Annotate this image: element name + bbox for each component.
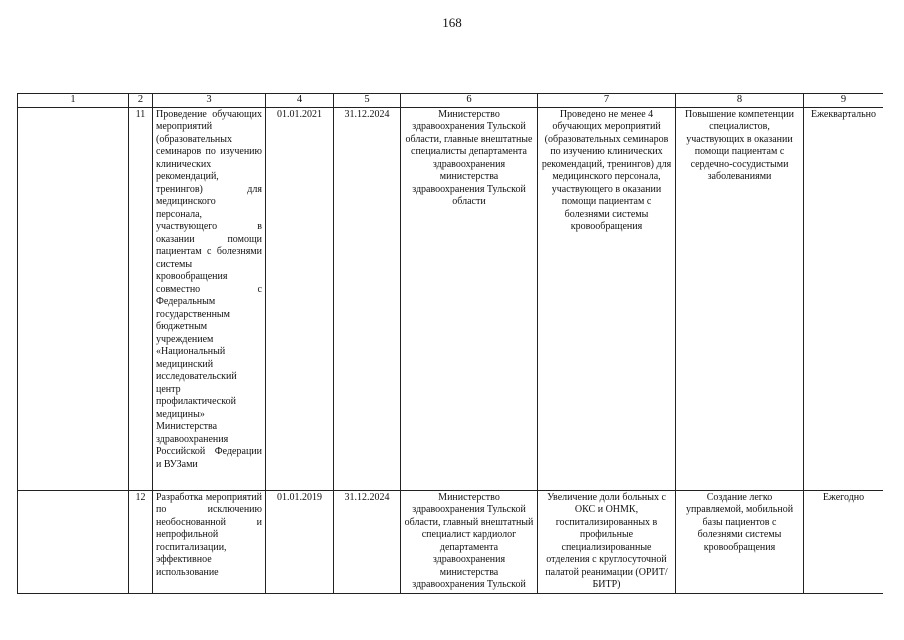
- start-date-cell: 01.01.2021: [266, 107, 334, 490]
- row-number-cell: 12: [129, 490, 153, 593]
- start-date-cell: 01.01.2019: [266, 490, 334, 593]
- frequency-cell: Ежегодно: [804, 490, 884, 593]
- table-row: [18, 490, 884, 593]
- frequency-cell: Ежеквартально: [804, 107, 884, 490]
- row-section-cell: [18, 107, 129, 490]
- responsible-cell: Министерство здравоохранения Тульской области, главные внештатные специалисты департамента здравоохранения министерства здравоохранения Тульской области: [401, 107, 538, 490]
- end-date-cell: 31.12.2024: [334, 107, 401, 490]
- plan-table: [17, 93, 883, 594]
- end-date-cell: 31.12.2024: [334, 490, 401, 593]
- header-cell: 5: [334, 94, 401, 108]
- row-number-cell: 11: [129, 107, 153, 490]
- page-number: 168: [442, 15, 462, 30]
- header-cell: 4: [266, 94, 334, 108]
- table-header-row: [18, 94, 884, 108]
- effect-cell: Повышение компетенции специалистов, участвующих в оказании помощи пациентам с сердечно-сосудистыми заболеваниями: [676, 107, 804, 490]
- header-cell: 8: [676, 94, 804, 108]
- header-cell: 9: [804, 94, 884, 108]
- row-section-cell: [18, 490, 129, 593]
- header-cell: 2: [129, 94, 153, 108]
- effect-cell: Создание легко управляемой, мобильной базы пациентов с болезнями системы кровообращения: [676, 490, 804, 593]
- plan-table-container: [17, 93, 883, 640]
- event-cell: Разработка мероприятий по исключению необоснованной и непрофильной госпитализации, эффективное использование: [153, 490, 266, 593]
- header-cell: 1: [18, 94, 129, 108]
- header-cell: 6: [401, 94, 538, 108]
- responsible-cell: Министерство здравоохранения Тульской области, главный внештатный специалист кардиолог департамента здравоохранения министерства здравоохранения Тульской: [401, 490, 538, 593]
- result-cell: Увеличение доли больных с ОКС и ОНМК, госпитализированных в профильные специализированные отделения с круглосуточной палатой реанимации (ОРИТ/БИТР): [538, 490, 676, 593]
- header-cell: 7: [538, 94, 676, 108]
- result-cell: Проведено не менее 4 обучающих мероприятий (образовательных семинаров по изучению клинических рекомендаций, тренингов) для медицинского персонала, участвующего в оказании помощи пациентам с болезнями системы кровообращения: [538, 107, 676, 490]
- header-cell: 3: [153, 94, 266, 108]
- event-cell: Проведение обучающих мероприятий (образовательных семинаров по изучению клинических рекомендаций, тренингов) для медицинского персонала, участвующего в оказании помощи пациентам с болезнями системы кровообращения совместно с Федеральным государственным бюджетным учреждением «Национальный медицинский исследовательский центр профилактической медицины» Министерства здравоохранения Российской Федерации и ВУЗами: [153, 107, 266, 490]
- table-row: [18, 107, 884, 490]
